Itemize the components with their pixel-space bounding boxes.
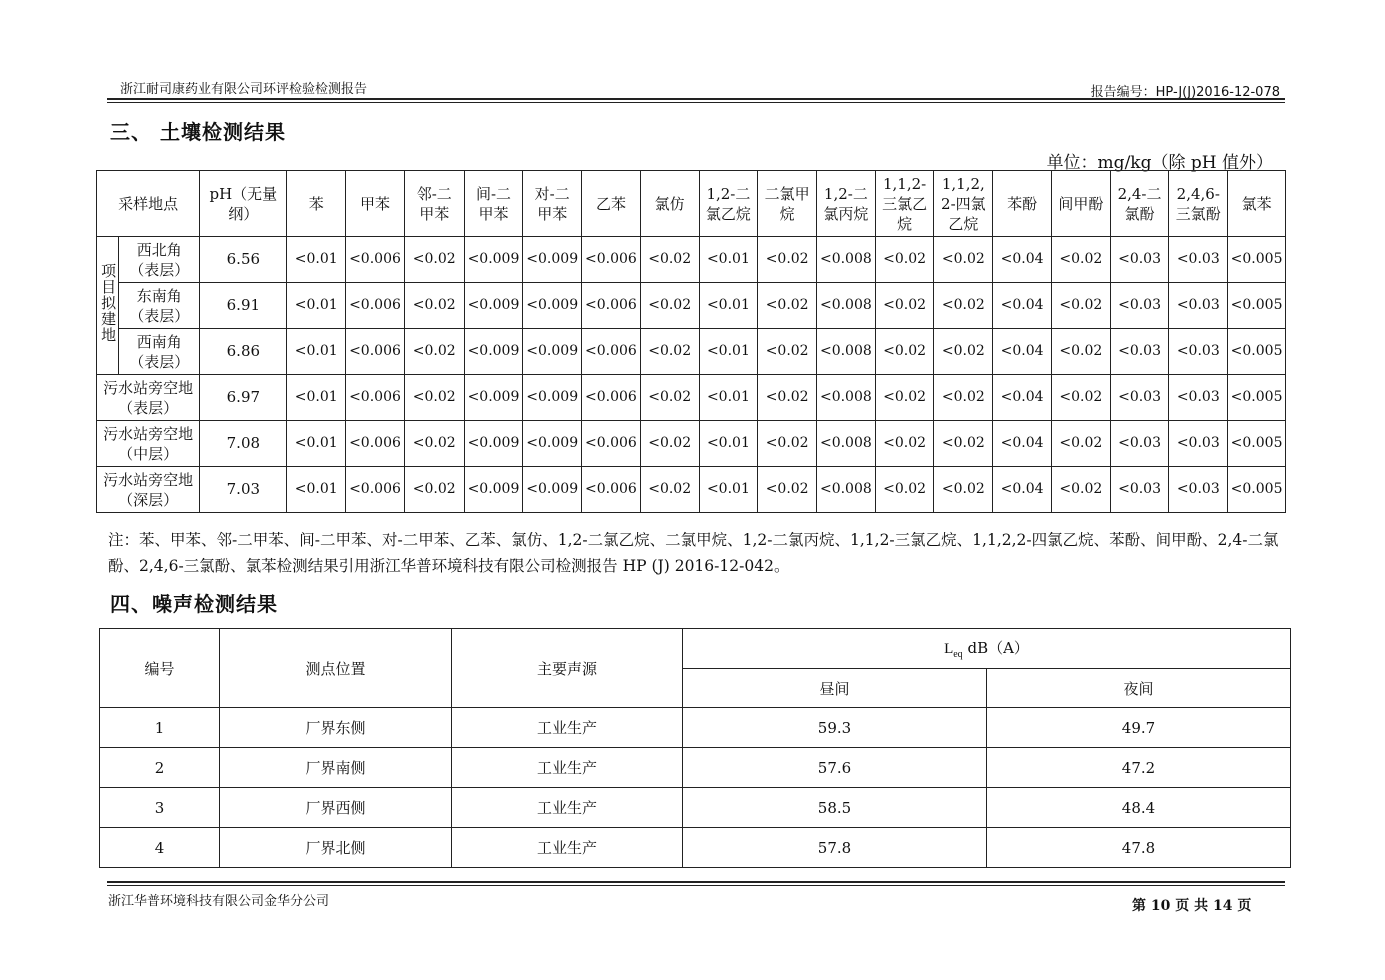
soil-value: <0.005 (1228, 283, 1286, 329)
soil-header-col: 1,2-二氯丙烷 (817, 171, 876, 237)
soil-value: <0.04 (993, 329, 1052, 375)
soil-value: <0.006 (582, 237, 641, 283)
soil-value: <0.009 (464, 421, 523, 467)
soil-header-col: 间-二甲苯 (464, 171, 523, 237)
soil-value: <0.006 (346, 467, 405, 513)
soil-value: <0.02 (875, 283, 934, 329)
soil-value: <0.02 (640, 329, 699, 375)
soil-value: <0.02 (758, 237, 817, 283)
soil-value: <0.04 (993, 237, 1052, 283)
soil-value: <0.02 (1051, 421, 1110, 467)
soil-value: <0.04 (993, 421, 1052, 467)
soil-value: <0.02 (875, 329, 934, 375)
soil-value: <0.02 (640, 237, 699, 283)
soil-value: <0.008 (817, 467, 876, 513)
soil-value: <0.02 (934, 421, 993, 467)
noise-night: 47.2 (987, 748, 1291, 788)
noise-header-day: 昼间 (683, 669, 987, 708)
soil-value: <0.02 (934, 467, 993, 513)
noise-header-night: 夜间 (987, 669, 1291, 708)
soil-value: <0.008 (817, 421, 876, 467)
soil-value: <0.02 (934, 329, 993, 375)
table-row (97, 467, 1286, 513)
soil-results-table (96, 170, 1286, 513)
soil-value: <0.008 (817, 237, 876, 283)
soil-value: <0.01 (287, 237, 346, 283)
soil-header-col: 2,4-二氯酚 (1110, 171, 1169, 237)
soil-value: <0.02 (875, 467, 934, 513)
soil-value: <0.02 (404, 375, 464, 421)
footer-rule (107, 881, 1285, 883)
soil-value: <0.03 (1110, 329, 1169, 375)
noise-header-leq (683, 629, 1291, 669)
soil-value: <0.006 (582, 283, 641, 329)
soil-header-col: 1,1,2-三氯乙烷 (875, 171, 934, 237)
soil-value: <0.009 (523, 467, 582, 513)
soil-header-col: 苯 (287, 171, 346, 237)
noise-results-table (99, 628, 1291, 868)
soil-value: <0.006 (346, 375, 405, 421)
table-row (97, 283, 1286, 329)
soil-value: <0.03 (1169, 421, 1228, 467)
soil-value: <0.01 (287, 375, 346, 421)
soil-value: <0.02 (758, 467, 817, 513)
soil-value: <0.02 (1051, 375, 1110, 421)
soil-value: <0.03 (1110, 421, 1169, 467)
section-4-title: 四、噪声检测结果 (110, 592, 278, 616)
soil-value: <0.02 (404, 237, 464, 283)
noise-day: 59.3 (683, 708, 987, 748)
soil-value: <0.03 (1169, 375, 1228, 421)
soil-value: <0.03 (1110, 237, 1169, 283)
soil-value: <0.005 (1228, 237, 1286, 283)
soil-value: <0.005 (1228, 467, 1286, 513)
noise-location: 厂界北侧 (220, 828, 452, 868)
soil-value: <0.01 (287, 467, 346, 513)
section-3-title: 三、 土壤检测结果 (110, 120, 286, 144)
soil-value: <0.03 (1110, 283, 1169, 329)
soil-value: <0.03 (1169, 329, 1228, 375)
noise-location: 厂界南侧 (220, 748, 452, 788)
soil-note: 注：苯、甲苯、邻-二甲苯、间-二甲苯、对-二甲苯、乙苯、氯仿、1,2-二氯乙烷、二氯甲烷、1,2-二氯丙烷、1,1,2-三氯乙烷、1,1,2,2-四氯乙烷、苯酚、间甲酚、2,4-二氯酚、2,4,6-三氯酚、氯苯检测结果引用浙江华普环境科技有限公司检测报告 HP (J) 2016-12-042。 (108, 531, 1279, 575)
leq-symbol: $L_{eq}$ (944, 641, 963, 660)
soil-value: <0.02 (404, 283, 464, 329)
soil-value: <0.02 (758, 283, 817, 329)
soil-value: <0.01 (699, 467, 758, 513)
noise-source: 工业生产 (452, 748, 683, 788)
soil-value: <0.02 (640, 467, 699, 513)
soil-ph-value: 6.91 (200, 283, 287, 329)
soil-value: <0.005 (1228, 375, 1286, 421)
soil-value: <0.01 (699, 329, 758, 375)
soil-value: <0.006 (346, 237, 405, 283)
soil-value: <0.02 (758, 421, 817, 467)
soil-value: <0.02 (404, 329, 464, 375)
soil-header-col: 甲苯 (346, 171, 405, 237)
soil-value: <0.02 (1051, 283, 1110, 329)
soil-value: <0.009 (523, 421, 582, 467)
noise-night: 47.8 (987, 828, 1291, 868)
soil-value: <0.006 (582, 421, 641, 467)
noise-header-source: 主要声源 (452, 629, 683, 708)
noise-no: 3 (100, 788, 220, 828)
soil-value: <0.02 (640, 375, 699, 421)
footer-rule-thin (107, 885, 1285, 886)
soil-value: <0.02 (934, 283, 993, 329)
soil-value: <0.006 (582, 467, 641, 513)
soil-value: <0.008 (817, 329, 876, 375)
soil-value: <0.01 (699, 375, 758, 421)
soil-value: <0.03 (1169, 283, 1228, 329)
soil-value: <0.01 (699, 421, 758, 467)
noise-header-no: 编号 (100, 629, 220, 708)
soil-value: <0.02 (875, 421, 934, 467)
noise-night: 48.4 (987, 788, 1291, 828)
soil-value: <0.01 (287, 329, 346, 375)
soil-value: <0.04 (993, 467, 1052, 513)
soil-header-col: 1,2-二氯乙烷 (699, 171, 758, 237)
table-row (97, 237, 1286, 283)
soil-value: <0.006 (346, 421, 405, 467)
noise-location: 厂界东侧 (220, 708, 452, 748)
soil-site: 污水站旁空地（深层） (97, 467, 200, 513)
soil-value: <0.02 (875, 375, 934, 421)
soil-value: <0.009 (464, 283, 523, 329)
soil-value: <0.03 (1110, 467, 1169, 513)
table-row (97, 421, 1286, 467)
soil-header-col: 氯苯 (1228, 171, 1286, 237)
soil-header-ph: pH（无量纲） (200, 171, 287, 237)
soil-value: <0.009 (464, 329, 523, 375)
soil-value: <0.006 (346, 329, 405, 375)
soil-value: <0.009 (523, 375, 582, 421)
soil-value: <0.03 (1169, 467, 1228, 513)
soil-site: 东南角（表层） (119, 283, 200, 329)
soil-header-col: 二氯甲烷 (758, 171, 817, 237)
soil-value: <0.04 (993, 375, 1052, 421)
footer-company: 浙江华普环境科技有限公司金华分公司 (108, 894, 330, 909)
soil-value: <0.03 (1169, 237, 1228, 283)
table-row (97, 329, 1286, 375)
noise-location: 厂界西侧 (220, 788, 452, 828)
noise-night: 49.7 (987, 708, 1291, 748)
soil-value: <0.009 (523, 237, 582, 283)
soil-value: <0.009 (464, 375, 523, 421)
soil-value: <0.02 (640, 283, 699, 329)
noise-day: 57.8 (683, 828, 987, 868)
soil-value: <0.006 (582, 375, 641, 421)
soil-value: <0.02 (1051, 237, 1110, 283)
header-report-number: 报告编号：HP-J(J)2016-12-078 (1090, 85, 1280, 100)
soil-header-col: 对-二甲苯 (523, 171, 582, 237)
soil-value: <0.009 (464, 467, 523, 513)
soil-value: <0.04 (993, 283, 1052, 329)
soil-value: <0.02 (934, 237, 993, 283)
soil-value: <0.01 (699, 237, 758, 283)
soil-value: <0.01 (287, 421, 346, 467)
soil-site: 污水站旁空地（中层） (97, 421, 200, 467)
noise-no: 1 (100, 708, 220, 748)
soil-value: <0.02 (1051, 329, 1110, 375)
soil-value: <0.02 (640, 421, 699, 467)
noise-no: 2 (100, 748, 220, 788)
soil-value: <0.009 (523, 283, 582, 329)
soil-value: <0.02 (875, 237, 934, 283)
header-company: 浙江耐司康药业有限公司环评检验检测报告 (120, 82, 368, 97)
soil-value: <0.01 (287, 283, 346, 329)
noise-source: 工业生产 (452, 828, 683, 868)
soil-header-col: 乙苯 (582, 171, 641, 237)
soil-value: <0.02 (404, 421, 464, 467)
soil-header-col: 氯仿 (640, 171, 699, 237)
header-rule-thin (107, 102, 1285, 103)
soil-value: <0.005 (1228, 329, 1286, 375)
soil-group-label (97, 237, 119, 375)
soil-value: <0.02 (934, 375, 993, 421)
table-row (100, 748, 1291, 788)
soil-header-col: 邻-二甲苯 (404, 171, 464, 237)
header-rule (107, 98, 1285, 100)
table-row (100, 708, 1291, 748)
soil-value: <0.02 (758, 329, 817, 375)
soil-site: 西北角（表层） (119, 237, 200, 283)
soil-value: <0.008 (817, 375, 876, 421)
soil-ph-value: 7.03 (200, 467, 287, 513)
noise-source: 工业生产 (452, 708, 683, 748)
soil-value: <0.03 (1110, 375, 1169, 421)
group-label-text: 项目拟建地 (99, 262, 118, 343)
soil-header-col: 2,4,6-三氯酚 (1169, 171, 1228, 237)
soil-header-col: 间甲酚 (1051, 171, 1110, 237)
soil-value: <0.02 (758, 375, 817, 421)
soil-value: <0.02 (1051, 467, 1110, 513)
page-number: 第 10 页 共 14 页 (1132, 898, 1252, 914)
soil-ph-value: 6.97 (200, 375, 287, 421)
noise-day: 57.6 (683, 748, 987, 788)
soil-ph-value: 7.08 (200, 421, 287, 467)
soil-header-sample: 采样地点 (97, 171, 200, 237)
soil-ph-value: 6.56 (200, 237, 287, 283)
table-row (97, 375, 1286, 421)
soil-value: <0.009 (523, 329, 582, 375)
noise-source: 工业生产 (452, 788, 683, 828)
soil-header-col: 1,1,2,2-四氯乙烷 (934, 171, 993, 237)
soil-value: <0.006 (582, 329, 641, 375)
table-row (100, 788, 1291, 828)
soil-value: <0.02 (404, 467, 464, 513)
leq-unit: dB（A） (967, 639, 1029, 657)
soil-value: <0.006 (346, 283, 405, 329)
soil-site: 西南角（表层） (119, 329, 200, 375)
soil-value: <0.01 (699, 283, 758, 329)
soil-header-col: 苯酚 (993, 171, 1052, 237)
soil-site: 污水站旁空地（表层） (97, 375, 200, 421)
soil-value: <0.008 (817, 283, 876, 329)
soil-value: <0.009 (464, 237, 523, 283)
table-row (100, 828, 1291, 868)
noise-header-location: 测点位置 (220, 629, 452, 708)
noise-day: 58.5 (683, 788, 987, 828)
soil-value: <0.005 (1228, 421, 1286, 467)
noise-no: 4 (100, 828, 220, 868)
unit-label: 单位：mg/kg（除 pH 值外） (1046, 153, 1273, 173)
soil-ph-value: 6.86 (200, 329, 287, 375)
